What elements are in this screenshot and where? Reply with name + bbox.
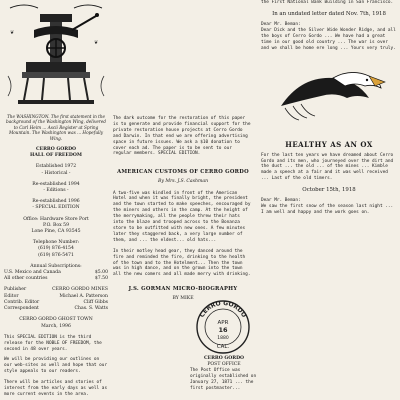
intro-paragraph: The dark outcome for the restoration of this paper is to generate and provide financial support for the private restoration house projects at Cerro Gordo and Darwin. In that end we are offering advertising space in future issues. We ask a $10 donation to cover each ad. The paper is to be sent to our regular members. SPECIAL EDITION. <box>113 116 251 157</box>
ghost-town-line-2: March, 1996 <box>41 323 71 329</box>
po-body: The Post Office was originally established on January 27, 1871 ... the first postmaster... <box>190 368 257 392</box>
staff-value: Michael A. Patterson <box>59 293 108 299</box>
body-paragraph: We will be providing our outlines on our web-sites as well and hope that our style appeals to our readers. <box>4 357 108 375</box>
ghost-town-line-1: CERRO GORDO GHOST TOWN <box>19 317 93 323</box>
letter1-salutation: Dear Mr. Beman: <box>261 22 301 28</box>
letter2-salutation: Dear Mr. Beman: <box>261 198 301 204</box>
reestablished-line: Re-established 1994 <box>32 181 80 187</box>
address-line-1: P.O. Box 59 <box>42 222 70 228</box>
staff-label: Publisher <box>4 287 27 293</box>
reestablished2-note: - SPECIAL EDITION <box>32 205 80 211</box>
column-middle <box>113 0 253 302</box>
paper-name-line-1: CERRO GORDO <box>35 147 77 153</box>
phone-1: (619) 876-4154 <box>38 246 74 252</box>
address-line-2: Lone Pine, CA 93545 <box>31 229 81 235</box>
letter2-intro: October 15th, 1918 <box>302 187 356 194</box>
letter1-intro: In an undated letter dated Nov. 7th, 1918 <box>272 10 386 17</box>
postmark-state: CAL. <box>216 344 230 350</box>
svg-text:❦: ❦ <box>10 30 15 36</box>
postmark-year: 1880 <box>217 336 229 341</box>
po-title: CERRO GORDO <box>203 356 245 361</box>
subscription-label: All other countries <box>4 276 48 282</box>
paper-name-line-2: HALL OF FREEDOM <box>30 153 82 159</box>
column-right <box>261 0 397 216</box>
printing-press-illustration <box>4 0 108 112</box>
headline-body: For the last ten years we have dreamed about Cerro Gordo and its men, who journeyed over the dirt and the dust ... the old ... of the mines ... Kimble made a speech at a fair and it was well received ... Last of the old timers. <box>261 152 394 182</box>
post-office-block <box>190 356 258 392</box>
bio-title: J.S. GORMAN MICRO-BIOGRAPHY <box>128 286 238 293</box>
subscription-value: $7.50 <box>94 276 108 282</box>
reestablished2-line: Re-established 1996 <box>32 199 80 205</box>
article-paragraph: A two-five was kindled in front of the American Hotel and when it was finally bright, the president and the town started to make speeches, encouraged by the miners and others in the camp. At the height of the merrymaking, all the people threw their hats into the blaze and trooped across to the Bonanza store to be outfitted with new ones. A few minutes later they staggered back, a very large number of them, and ... the eldest... old hats... <box>113 190 251 243</box>
postmark-day: 16 <box>218 326 228 334</box>
article-title: AMERICAN CUSTOMS OF CERRO GORDO <box>117 169 249 176</box>
column-left <box>4 0 108 398</box>
svg-text:❦: ❦ <box>94 40 99 46</box>
postmark-month: APR <box>217 320 229 326</box>
eagle-illustration <box>261 58 397 134</box>
staff-label: Editor <box>4 293 19 299</box>
letter1-body: Dear Dick and the Silver Wide Wonder Ridge, and all the boys of Cerro Gordo ... We have had a great time in our good old country ... The war is over and we shall be home ere long ... Yours very truly. <box>261 28 396 51</box>
subscriptions-title: Annual Subscriptions: <box>30 263 82 269</box>
bio-author: BY MIKE <box>172 296 194 302</box>
established-note: - Historical - <box>41 170 71 176</box>
article-paragraph: In their motley head gear, they danced around the fire and reminded the fire, drinking to the health of the town and to the Hotelment... Then the town was in high dance, and on the grown into the town all the new comers and all made merry with drinking. <box>113 248 251 278</box>
postmark-top-text: CERRO GORDO <box>198 299 248 319</box>
subscription-label: U.S. Mexico and Canada <box>4 270 61 276</box>
staff-value: Cliff Gibbs <box>83 299 108 305</box>
reestablished-note: - Editions - <box>43 188 69 194</box>
body-paragraph: This SPECIAL EDITION is the third release for the NOBLE OF FREEDOM, the second in 48 over years. <box>4 334 102 352</box>
article-byline: By Mrs. J.S. Cashman <box>157 179 209 185</box>
po-subtitle: POST OFFICE <box>207 362 241 368</box>
staff-value: Chas. S. Watts <box>74 306 108 312</box>
top-line: the First National Bank Building in San Francisco. <box>261 0 394 5</box>
phone-2: (619) 876-5471 <box>38 252 74 258</box>
subscription-value: $5.00 <box>94 270 108 276</box>
staff-value: CERRO GORDO MINES <box>52 287 108 293</box>
body-paragraph: There will be articles and stories of interest from the early days as well as more current events in the area. <box>4 380 108 397</box>
letter2-body: We saw the first snow of the season last night ... I am well and happy and the work goes on. <box>261 204 394 216</box>
staff-label: Correspondent <box>4 306 39 312</box>
office-label: Office: Hardware Store Port <box>23 216 89 222</box>
established-line: Established 1972 <box>35 164 77 170</box>
phone-label: Telephone Number: <box>32 240 80 246</box>
healthy-headline: HEALTHY AS AN OX <box>285 139 373 149</box>
postmark-stamp <box>192 298 254 356</box>
staff-label: Contrib. Editor <box>4 299 40 305</box>
illustration-caption: The WASHINGTON. The first statement in the background of the Washington Wing, delivered to Carl Heim ... Ascii Register at Spring Mountain. The Washington was ... Hopefully Wing. <box>6 114 106 141</box>
